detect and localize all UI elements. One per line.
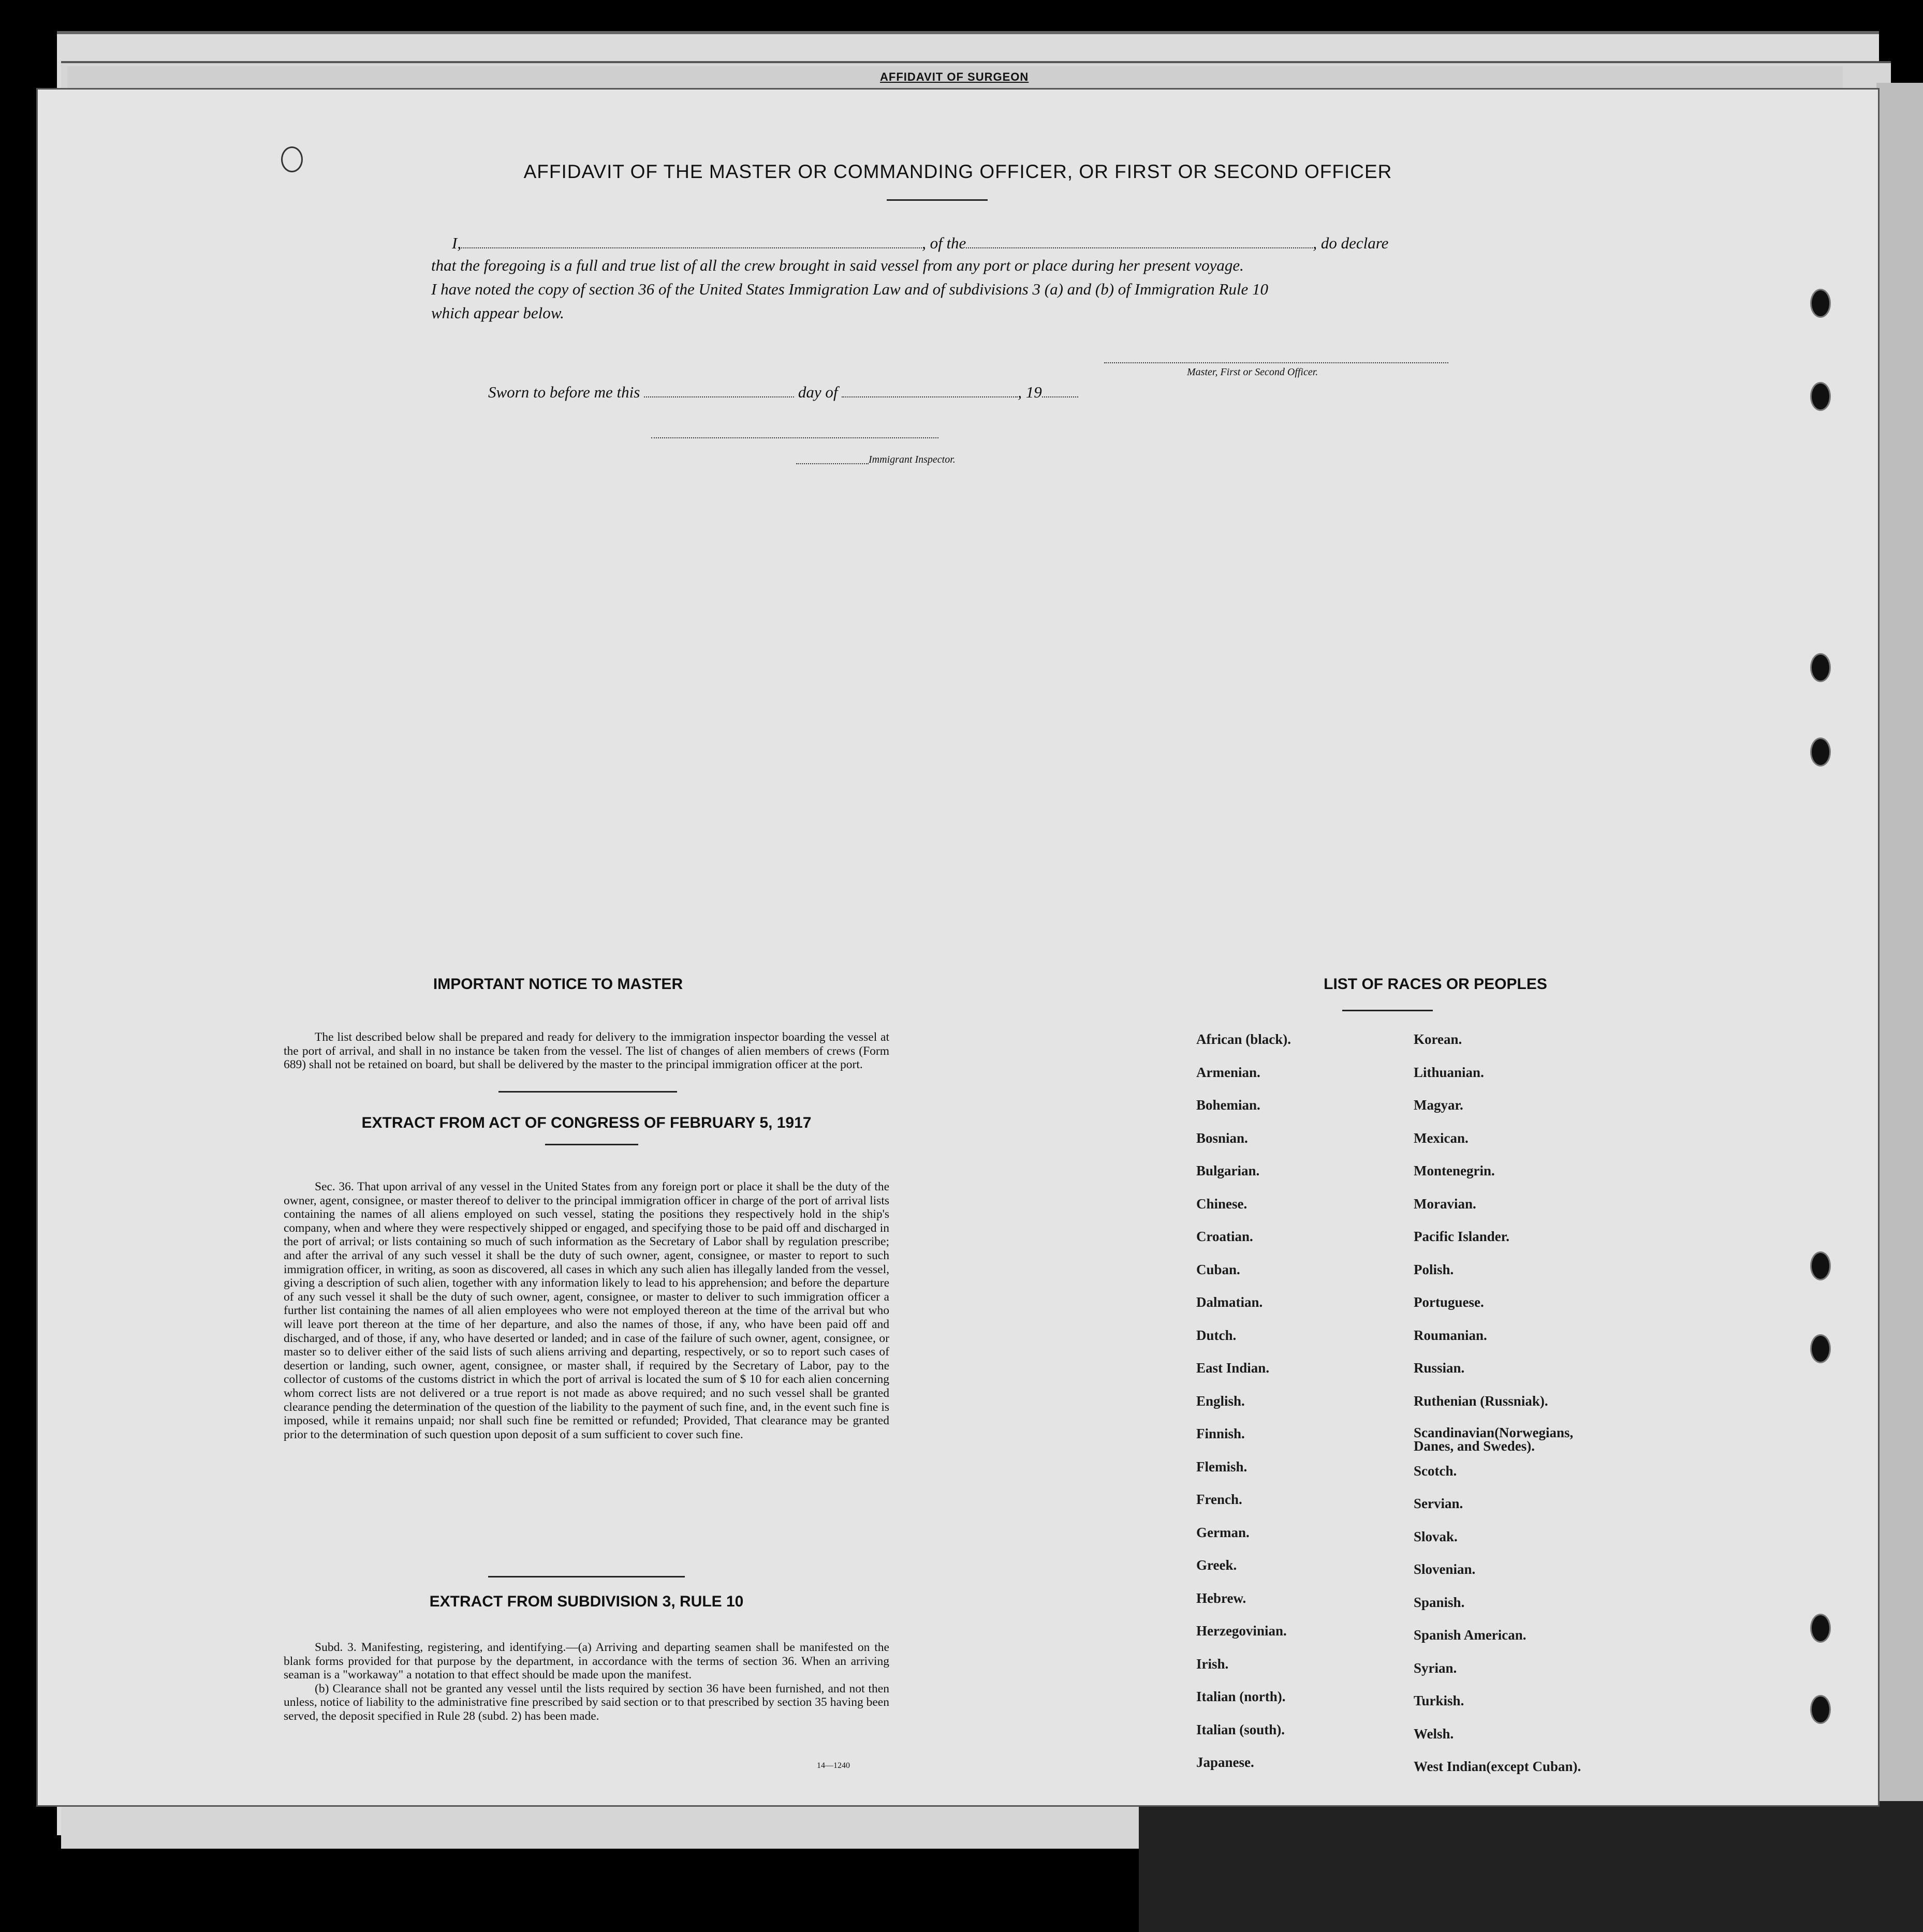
rule-rule: [488, 1576, 685, 1577]
race-item: Japanese.: [1196, 1754, 1254, 1770]
race-item: African (black).: [1196, 1031, 1291, 1047]
race-item: Cuban.: [1196, 1261, 1240, 1277]
race-item: Bosnian.: [1196, 1130, 1248, 1146]
act-text: Sec. 36. That upon arrival of any vessel in the United States from any foreign port or place it shall be the duty of the owner, agent, consignee, or master thereof to deliver to the principal immigration officer in charge of the port of arrival lists containing the names of all aliens employed on such vessel, stating the positions they respectively hold in the ship's company, when and where they were respectively shipped or engaged, and specifying those to be paid off and discharged in the port of arrival; or lists containing so much of such information as the Secretary of Labor shall by regulation prescribe; and after the arrival of any such vessel it shall be the duty of such owner, agent, consignee, or master to report to such immigration officer, in writing, as soon as discovered, all cases in which any such alien has illegally landed from the vessel, giving a description of such alien, together with any information likely to lead to his apprehension; and before the departure of any such vessel it shall be the duty of such owner, agent, consignee, or master to deliver to such immigration officer a further list containing the names of all alien employees who were not employed thereon at the time of the arrival but who will leave port thereon at the time of her departure, and also the names of those, if any, who have been paid off and discharged, and of those, if any, who have deserted or landed; and in case of the failure of such owner, agent, consignee, or master so to deliver either of the said lists of such aliens arriving and departing, respectively, or so to report such cases of desertion or landing, such owner, agent, consignee, or master shall, if required by the Secretary of Labor, pay to the collector of customs of the customs district in which the port of arrival is located the sum of $ 10 for each alien concerning whom correct lists are not delivered or a true report is not made as above required; and no such vessel shall be granted clearance pending the determination of the question of the liability to the payment of such fine, and, in the event such fine is imposed, while it remains unpaid; nor shall such fine be remitted or refunded; Provided, That clearance may be granted prior to the determination of such question upon deposit of a sum sufficient to cover such fine.: [284, 1180, 889, 1441]
act-heading: EXTRACT FROM ACT OF CONGRESS OF FEBRUARY 5, 1917: [361, 1114, 812, 1131]
affidavit-line-4: which appear below.: [431, 304, 564, 322]
race-item: Mexican.: [1414, 1130, 1469, 1146]
rule-text: Subd. 3. Manifesting, registering, and identifying.—(a) Arriving and departing seamen shall be manifested on the blank forms provided for that purpose by the department, in accordance with the terms of section 36. When an arriving seaman is a "workaway" a notation to that effect should be made upon the manifest. (b) Clearance shall not be granted any vessel until the lists required by section 36 have been furnished, and not then unless, notice of liability to the administrative fine prescribed by said section or to that prescribed by section 35 having been served, the deposit specified in Rule 28 (subd. 2) has been made.: [284, 1641, 889, 1723]
race-item: French.: [1196, 1492, 1242, 1507]
race-item: Magyar.: [1414, 1097, 1463, 1113]
race-item: Armenian.: [1196, 1064, 1260, 1080]
race-item: Greek.: [1196, 1557, 1237, 1573]
race-item: Ruthenian (Russniak).: [1414, 1393, 1548, 1409]
binder-hole: [1810, 1251, 1831, 1280]
race-item: Montenegrin.: [1414, 1163, 1495, 1178]
binder-hole: [1810, 1614, 1831, 1643]
race-item: Scotch.: [1414, 1463, 1457, 1479]
race-item: Roumanian.: [1414, 1327, 1487, 1343]
notice-heading: IMPORTANT NOTICE TO MASTER: [433, 976, 683, 993]
binder-hole: [1810, 289, 1831, 318]
race-item: Moravian.: [1414, 1196, 1476, 1212]
sworn-line: Sworn to before me this day of , 19: [488, 382, 1078, 402]
master-caption: Master, First or Second Officer.: [1187, 366, 1318, 378]
pencil-mark: [281, 146, 303, 172]
master-signature-line: [1104, 362, 1448, 363]
race-item: Chinese.: [1196, 1196, 1247, 1212]
race-item: German.: [1196, 1524, 1250, 1540]
binder-hole: [1810, 653, 1831, 682]
inspector-caption: Immigrant Inspector.: [869, 454, 956, 465]
act-rule: [545, 1144, 638, 1145]
notice-text: The list described below shall be prepared and ready for delivery to the immigration inspector boarding the vessel at the port of arrival, and shall in no instance be taken from the vessel. The list of changes of alien members of crews (Form 689) shall not be retained on board, but shall be delivered by the master to the principal immigration officer at the port.: [284, 1030, 889, 1072]
notice-rule: [498, 1091, 677, 1093]
race-item: Hebrew.: [1196, 1590, 1246, 1606]
race-item: Dalmatian.: [1196, 1294, 1263, 1310]
affidavit-title: AFFIDAVIT OF THE MASTER OR COMMANDING OFFICER, OR FIRST OR SECOND OFFICER: [523, 161, 1392, 182]
race-item: Turkish.: [1414, 1693, 1464, 1708]
race-item: Korean.: [1414, 1031, 1462, 1047]
race-item: Pacific Islander.: [1414, 1229, 1509, 1244]
race-item: Bohemian.: [1196, 1097, 1260, 1113]
inspector-signature-line: [651, 437, 938, 438]
race-item: Spanish American.: [1414, 1627, 1526, 1643]
race-item: Herzegovinian.: [1196, 1623, 1287, 1639]
race-item: Syrian.: [1414, 1660, 1457, 1676]
race-item: Bulgarian.: [1196, 1163, 1260, 1178]
document-page: [36, 88, 1880, 1807]
race-item: Italian (north).: [1196, 1689, 1286, 1704]
affidavit-line-1: I, , of the , do declare: [452, 234, 1389, 252]
binder-hole: [1810, 1334, 1831, 1363]
races-heading: LIST OF RACES OR PEOPLES: [1324, 976, 1547, 993]
race-item: Flemish.: [1196, 1458, 1247, 1474]
race-item: Slovenian.: [1414, 1561, 1476, 1577]
affidavit-line-3: I have noted the copy of section 36 of the United States Immigration Law and of subdivisions 3 (a) and (b) of Immigration Rule 10: [431, 280, 1268, 298]
race-item: Italian (south).: [1196, 1721, 1285, 1737]
races-rule: [1342, 1010, 1433, 1011]
race-item: Servian.: [1414, 1496, 1463, 1511]
title-rule: [887, 199, 988, 201]
binder-hole: [1810, 1695, 1831, 1724]
inspector-dots: [796, 463, 869, 464]
race-item: East Indian.: [1196, 1360, 1270, 1376]
race-item: Scandinavian(Norwegians, Danes, and Swedes).: [1414, 1425, 1574, 1454]
race-item: Portuguese.: [1414, 1294, 1484, 1310]
race-item: Dutch.: [1196, 1327, 1237, 1343]
race-item: Spanish.: [1414, 1594, 1465, 1610]
bottom-dark-area: [1139, 1801, 1923, 1932]
race-item: Croatian.: [1196, 1229, 1253, 1244]
race-item: Welsh.: [1414, 1725, 1454, 1742]
binder-hole: [1810, 738, 1831, 766]
right-edge-sheets: [1876, 83, 1923, 1853]
race-item: Russian.: [1414, 1360, 1465, 1376]
affidavit-line-2: that the foregoing is a full and true list of all the crew brought in said vessel from any port or place during her present voyage.: [431, 256, 1244, 274]
race-item: English.: [1196, 1393, 1245, 1409]
race-item: Lithuanian.: [1414, 1064, 1484, 1080]
race-item: Finnish.: [1196, 1426, 1245, 1441]
race-item: West Indian(except Cuban).: [1414, 1759, 1581, 1774]
surgeon-header: AFFIDAVIT OF SURGEON: [880, 70, 1029, 83]
race-item: Polish.: [1414, 1261, 1454, 1277]
race-item: Irish.: [1196, 1656, 1229, 1672]
race-item: Slovak.: [1414, 1528, 1458, 1544]
rule-heading: EXTRACT FROM SUBDIVISION 3, RULE 10: [429, 1593, 744, 1610]
binder-hole: [1810, 382, 1831, 411]
form-number: 14—1240: [817, 1761, 850, 1770]
